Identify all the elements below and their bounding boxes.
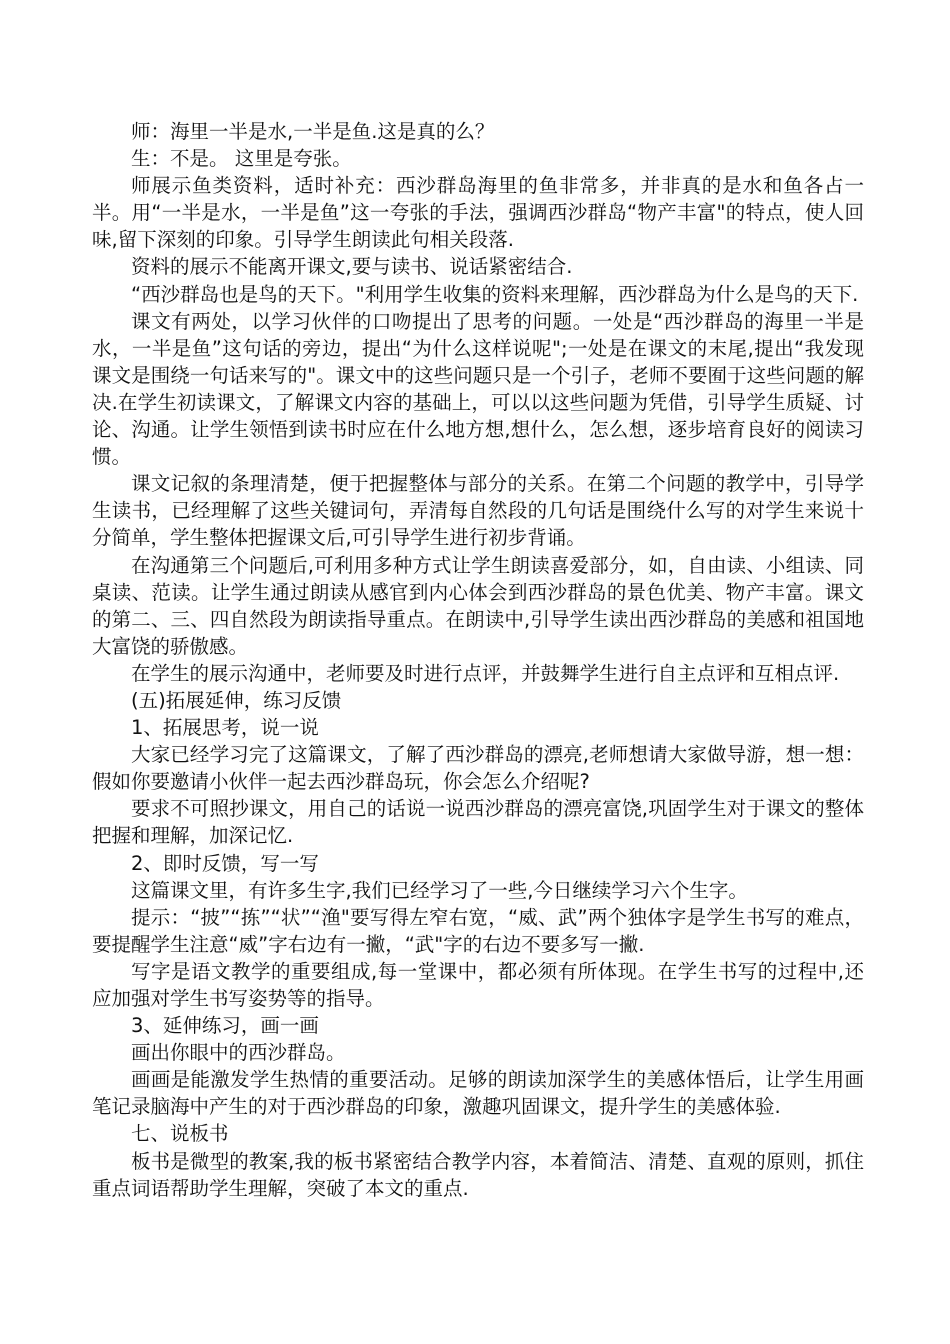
section-heading: (五)拓展延伸，练习反馈	[131, 688, 342, 712]
paragraph: 写字是语文教学的重要组成,每一堂课中，都必须有所体现。在学生书写的过程中,还应加强对学生书写姿势等的指导。	[92, 959, 864, 1010]
paragraph: 板书是微型的教案,我的板书紧密结合教学内容，本着简洁、清楚、直观的原则，抓住重点词语帮助学生理解，突破了本文的重点.	[92, 1149, 864, 1200]
paragraph: 画画是能激发学生热情的重要活动。足够的朗读加深学生的美感体悟后，让学生用画笔记录脑海中产生的对于西沙群岛的印象，激趣巩固课文，提升学生的美感体验.	[92, 1068, 864, 1119]
subsection-heading: 2、即时反馈，写一写	[131, 851, 319, 875]
paragraph: 在学生的展示沟通中，老师要及时进行点评，并鼓舞学生进行自主点评和互相点评.	[131, 661, 840, 685]
paragraph: 师展示鱼类资料，适时补充：西沙群岛海里的鱼非常多，并非真的是水和鱼各占一半。用“一半是水，一半是鱼”这一夸张的手法，强调西沙群岛“物产丰富"的特点，使人回味,留下深刻的印象。引导学生朗读此句相关段落.	[92, 174, 864, 252]
section-heading: 七、说板书	[131, 1122, 229, 1146]
subsection-heading: 3、延伸练习，画一画	[131, 1014, 319, 1038]
paragraph: “西沙群岛也是鸟的天下。"利用学生收集的资料来理解，西沙群岛为什么是鸟的天下.	[131, 282, 859, 306]
paragraph: 提示：“披”“拣”“状”“渔"要写得左窄右宽，“威、武”两个独体字是学生书写的难点，要提醒学生注意“威”字右边有一撇，“武"字的右边不要多写一撇.	[92, 905, 864, 956]
paragraph: 生：不是。 这里是夸张。	[131, 147, 352, 171]
subsection-heading: 1、拓展思考，说一说	[131, 716, 319, 740]
paragraph: 画出你眼中的西沙群岛。	[131, 1041, 346, 1065]
paragraph: 在沟通第三个问题后,可利用多种方式让学生朗读喜爱部分，如，自由读、小组读、同桌读、范读。让学生通过朗读从感官到内心体会到西沙群岛的景色优美、物产丰富。课文的第二、三、四自然段为朗读指导重点。在朗读中,引导学生读出西沙群岛的美感和祖国地大富饶的骄傲感。	[92, 553, 864, 658]
paragraph: 师：海里一半是水,一半是鱼.这是真的么？	[131, 120, 495, 143]
document-body	[92, 118, 864, 1202]
paragraph: 要求不可照抄课文，用自己的话说一说西沙群岛的漂亮富饶,巩固学生对于课文的整体把握和理解，加深记忆.	[92, 797, 864, 848]
paragraph: 课文记叙的条理清楚，便于把握整体与部分的关系。在第二个问题的教学中，引导学生读书，已经理解了这些关键词句，弄清每自然段的几句话是围绕什么写的对学生来说十分简单，学生整体把握课文后,可引导学生进行初步背诵。	[92, 472, 864, 550]
paragraph: 大家已经学习完了这篇课文，了解了西沙群岛的漂亮,老师想请大家做导游，想一想：假如你要邀请小伙伴一起去西沙群岛玩，你会怎么介绍呢?	[92, 743, 864, 794]
paragraph: 这篇课文里，有许多生字,我们已经学习了一些,今日继续学习六个生字。	[131, 878, 748, 902]
paragraph: 课文有两处，以学习伙伴的口吻提出了思考的问题。一处是“西沙群岛的海里一半是水，一半是鱼”这句话的旁边，提出“为什么这样说呢";一处是在课文的末尾,提出“我发现课文是围绕一句话来写的"。课文中的这些问题只是一个引子，老师不要囿于这些问题的解决.在学生初读课文，了解课文内容的基础上，可以以这些问题为凭借，引导学生质疑、讨论、沟通。让学生领悟到读书时应在什么地方想,想什么，怎么想，逐步培育良好的阅读习惯。	[92, 309, 864, 469]
paragraph: 资料的展示不能离开课文,要与读书、说话紧密结合.	[131, 255, 573, 279]
